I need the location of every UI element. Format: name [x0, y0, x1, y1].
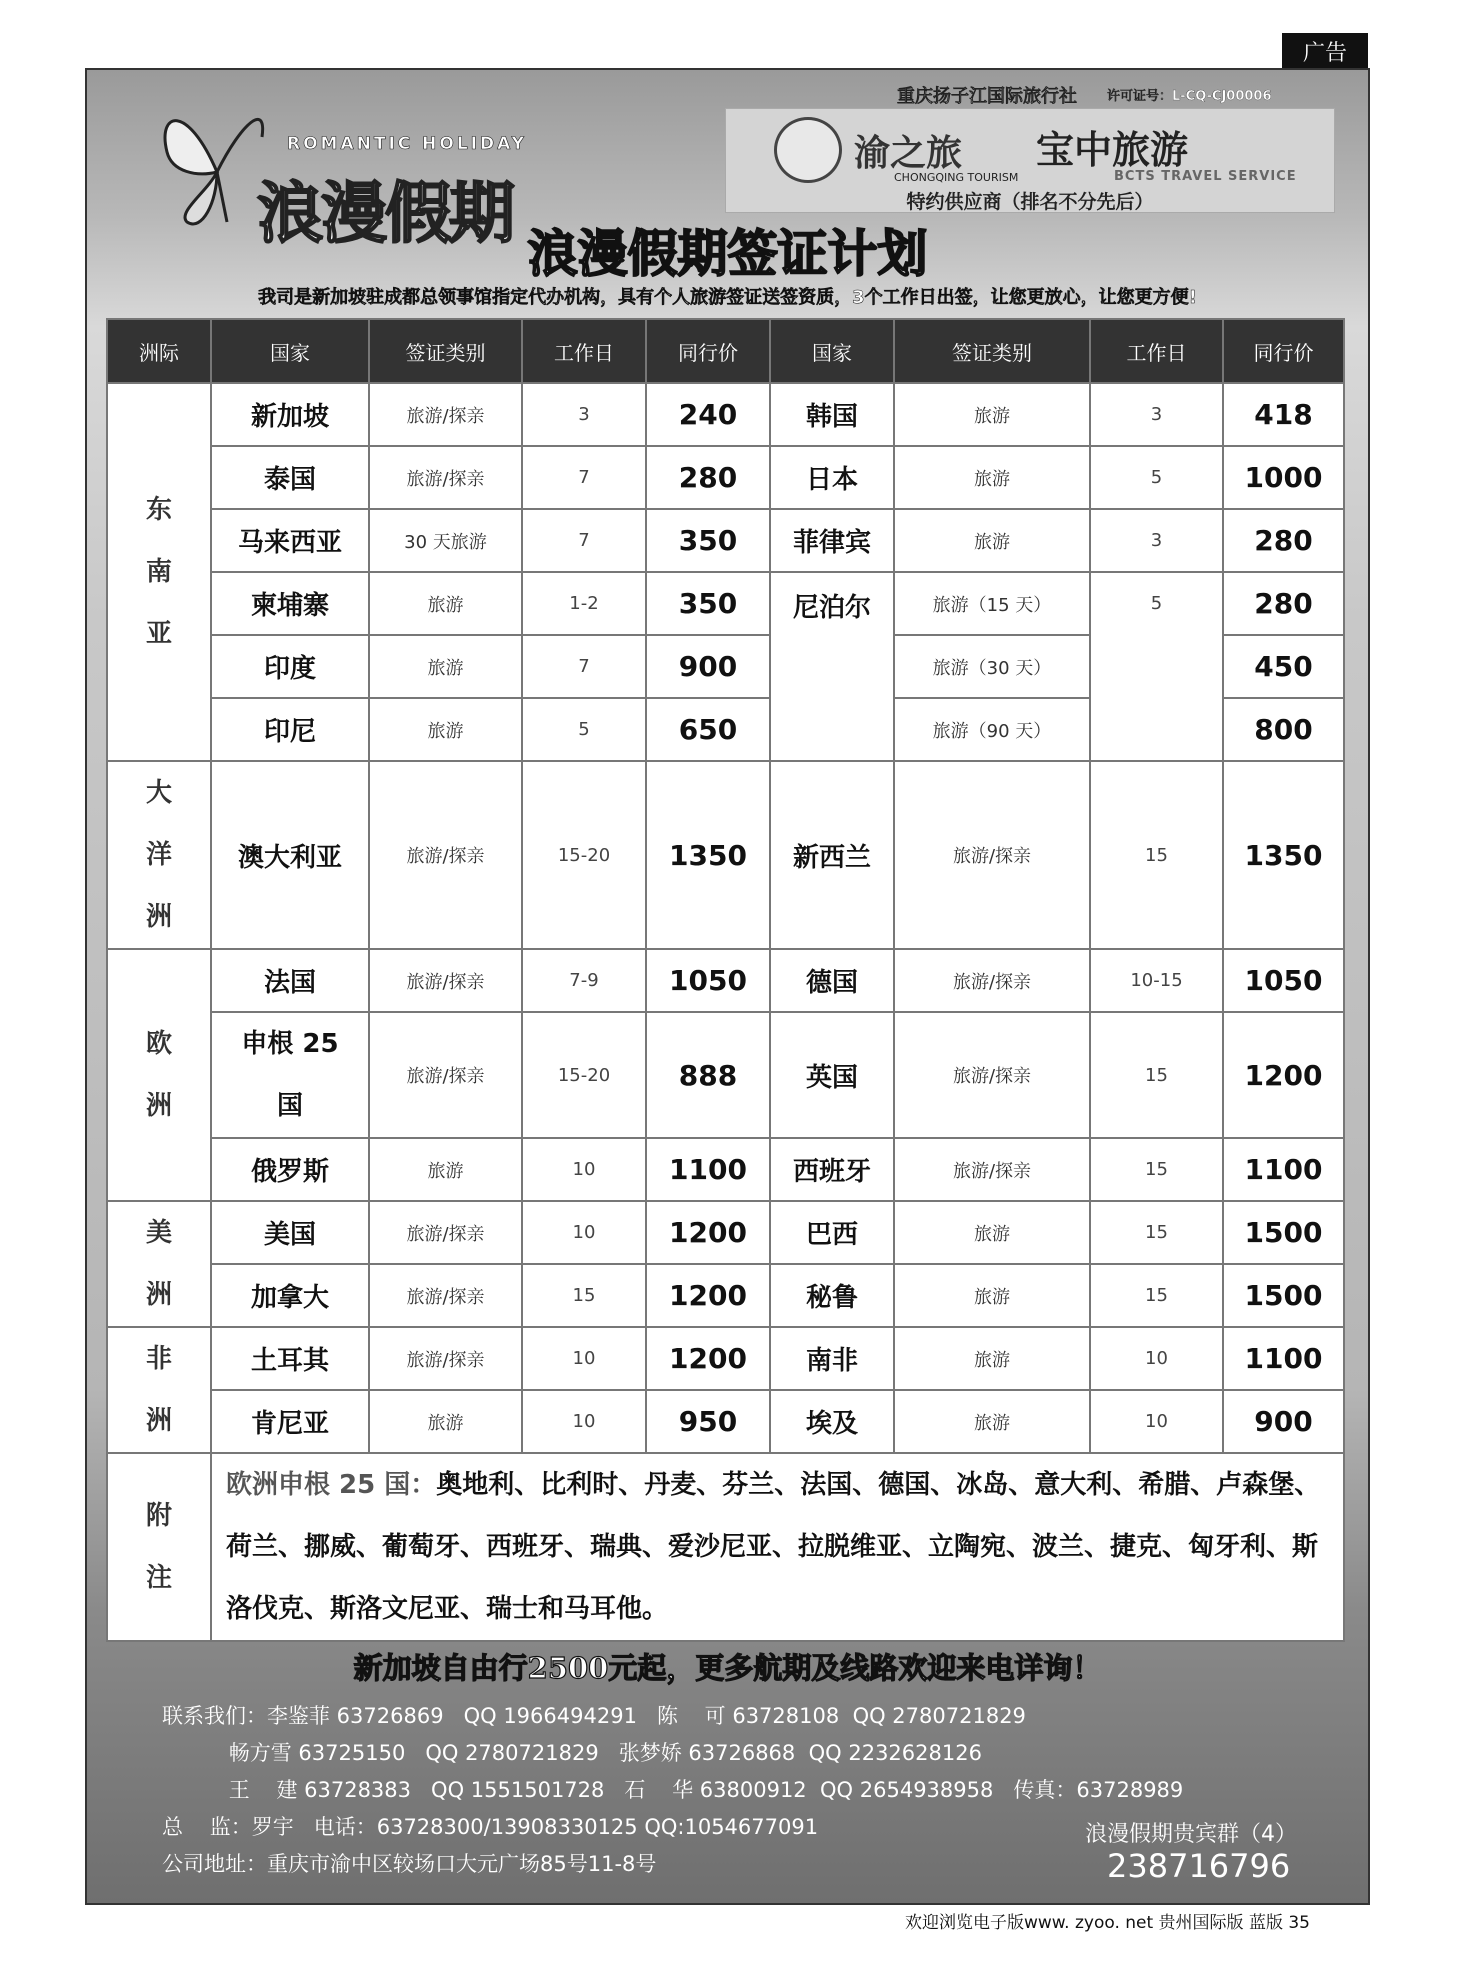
workdays-cell: 10: [522, 1390, 646, 1453]
price-cell: 350: [646, 509, 770, 572]
partner-bz-english: BCTS TRAVEL SERVICE: [1114, 169, 1297, 184]
table-row: [107, 761, 1344, 949]
visa-type-cell: 旅游/探亲: [894, 761, 1090, 949]
country-cell: 南非: [770, 1327, 894, 1390]
price-cell: 1050: [646, 949, 770, 1012]
visa-type-cell: 旅游/探亲: [369, 761, 522, 949]
price-cell: 1500: [1223, 1201, 1344, 1264]
visa-type-cell: 旅游（30 天）: [894, 635, 1090, 698]
workdays-cell: 10-15: [1090, 949, 1223, 1012]
vip-group-label: 浪漫假期贵宾群（4）: [1085, 1822, 1297, 1847]
visa-type-cell: 旅游: [894, 446, 1090, 509]
country-cell: 韩国: [770, 383, 894, 446]
visa-type-cell: 旅游/探亲: [369, 446, 522, 509]
country-cell-nepal: 尼泊尔: [770, 572, 894, 761]
country-cell: 西班牙: [770, 1138, 894, 1201]
country-cell: 泰国: [211, 446, 369, 509]
price-cell: 900: [1223, 1390, 1344, 1453]
workdays-cell: 10: [1090, 1327, 1223, 1390]
vip-group-number: 238716796: [1107, 1847, 1291, 1885]
header-region: 洲际: [107, 319, 211, 383]
visa-table: [106, 318, 1345, 1642]
price-cell: 1200: [646, 1327, 770, 1390]
country-cell: 新加坡: [211, 383, 369, 446]
partner-caption: 特约供应商（排名不分先后）: [906, 191, 1154, 213]
workdays-cell: 3: [1090, 509, 1223, 572]
visa-type-cell: 旅游/探亲: [369, 1327, 522, 1390]
partner-yu-english: CHONGQING TOURISM: [894, 171, 1019, 184]
agency-name: 重庆扬子江国际旅行社: [897, 86, 1077, 107]
partner-bz-logo: 宝中旅游: [1036, 128, 1189, 172]
country-cell: 印度: [211, 635, 369, 698]
workdays-cell: 7-9: [522, 949, 646, 1012]
contact-line-2: 畅方雪 63725150 QQ 2780721829 张梦娇 63726868 QQ 2232628126: [162, 1741, 982, 1765]
region-europe: 欧洲: [107, 949, 211, 1201]
partner-suppliers: [725, 108, 1335, 213]
visa-type-cell: 30 天旅游: [369, 509, 522, 572]
contact-line-1: 联系我们：李鉴菲 63726869 QQ 1966494291 陈 可 63728108 QQ 2780721829: [162, 1704, 1026, 1728]
price-cell: 1500: [1223, 1264, 1344, 1327]
region-africa: 非洲: [107, 1327, 211, 1453]
visa-type-cell: 旅游: [369, 1390, 522, 1453]
table-row: [107, 1264, 1344, 1327]
price-cell: 280: [1223, 509, 1344, 572]
price-cell: 950: [646, 1390, 770, 1453]
region-america: 美洲: [107, 1201, 211, 1327]
workdays-cell: 10: [1090, 1390, 1223, 1453]
visa-type-cell: 旅游: [369, 698, 522, 761]
visa-type-cell: 旅游（90 天）: [894, 698, 1090, 761]
header-country: 国家: [211, 319, 369, 383]
advertisement-page: [85, 68, 1370, 1905]
workdays-cell: 7: [522, 635, 646, 698]
visa-type-cell: 旅游/探亲: [894, 1012, 1090, 1138]
page-footer: 欢迎浏览电子版www. zyoo. net 贵州国际版 蓝版 35: [905, 1913, 1310, 1933]
workdays-cell: 15-20: [522, 1012, 646, 1138]
address-line: 公司地址：重庆市渝中区较场口大元广场85号11-8号: [162, 1852, 657, 1876]
price-cell: 1100: [1223, 1327, 1344, 1390]
country-cell: 新西兰: [770, 761, 894, 949]
price-cell: 450: [1223, 635, 1344, 698]
price-cell: 1350: [646, 761, 770, 949]
workdays-cell: 3: [522, 383, 646, 446]
header-price: 同行价: [1223, 319, 1344, 383]
country-cell: 马来西亚: [211, 509, 369, 572]
country-cell: 巴西: [770, 1201, 894, 1264]
workdays-cell: 15: [522, 1264, 646, 1327]
country-cell: 肯尼亚: [211, 1390, 369, 1453]
table-row: [107, 509, 1344, 572]
header-workdays: 工作日: [522, 319, 646, 383]
ad-tag: 广告: [1282, 33, 1368, 69]
header-country: 国家: [770, 319, 894, 383]
price-cell: 280: [646, 446, 770, 509]
visa-type-cell: 旅游/探亲: [369, 1012, 522, 1138]
note-row: [107, 1453, 1344, 1641]
country-cell: 加拿大: [211, 1264, 369, 1327]
price-cell: 1100: [646, 1138, 770, 1201]
country-cell: 日本: [770, 446, 894, 509]
price-cell: 240: [646, 383, 770, 446]
visa-type-cell: 旅游: [894, 1390, 1090, 1453]
price-cell: 1200: [646, 1264, 770, 1327]
region-oceania: 大洋洲: [107, 761, 211, 949]
schengen-note-text: 奥地利、比利时、丹麦、芬兰、法国、德国、冰岛、意大利、希腊、卢森堡、荷兰、挪威、葡萄牙、西班牙、瑞典、爱沙尼亚、拉脱维亚、立陶宛、波兰、捷克、匈牙利、斯洛伐克、斯洛文尼亚、瑞士和马耳他。: [226, 1470, 1321, 1624]
partner-emblem-icon: [774, 117, 842, 183]
contact-line-3: 王 建 63728383 QQ 1551501728 石 华 63800912 QQ 2654938958 传真：63728989: [162, 1778, 1184, 1802]
workdays-cell: 15-20: [522, 761, 646, 949]
country-cell-schengen: [211, 1012, 369, 1138]
price-cell: 418: [1223, 383, 1344, 446]
workdays-cell: 7: [522, 446, 646, 509]
country-cell: 秘鲁: [770, 1264, 894, 1327]
region-note: 附注: [107, 1453, 211, 1641]
visa-type-cell: 旅游: [894, 1264, 1090, 1327]
country-cell: 印尼: [211, 698, 369, 761]
table-row: [107, 949, 1344, 1012]
workdays-cell: 15: [1090, 1201, 1223, 1264]
table-row: [107, 1012, 1344, 1138]
visa-type-cell: 旅游: [369, 635, 522, 698]
workdays-cell: 15: [1090, 1012, 1223, 1138]
table-row: [107, 1327, 1344, 1390]
visa-type-cell: 旅游: [894, 509, 1090, 572]
workdays-cell: 1-2: [522, 572, 646, 635]
visa-type-cell: 旅游/探亲: [369, 383, 522, 446]
visa-type-cell: 旅游/探亲: [369, 1264, 522, 1327]
price-cell: 888: [646, 1012, 770, 1138]
visa-type-cell: 旅游（15 天）: [894, 572, 1090, 635]
page-subtitle: 我司是新加坡驻成都总领事馆指定代办机构，具有个人旅游签证送签资质，3个工作日出签，让您更放心，让您更方便!: [258, 287, 1197, 308]
workdays-cell: 5: [1090, 446, 1223, 509]
country-cell: 美国: [211, 1201, 369, 1264]
price-cell: 900: [646, 635, 770, 698]
table-row: [107, 446, 1344, 509]
director-line: 总 监：罗宇 电话：63728300/13908330125 QQ:1054677091: [162, 1815, 819, 1839]
visa-type-cell: 旅游/探亲: [894, 949, 1090, 1012]
workdays-cell: 5: [1090, 572, 1223, 761]
workdays-cell: 10: [522, 1138, 646, 1201]
table-row: [107, 1138, 1344, 1201]
workdays-cell: 15: [1090, 761, 1223, 949]
workdays-cell: 10: [522, 1201, 646, 1264]
header-workdays: 工作日: [1090, 319, 1223, 383]
schengen-line1: 申根 25: [241, 1029, 339, 1059]
logo-chinese: 浪漫假期: [257, 174, 513, 252]
price-cell: 1200: [646, 1201, 770, 1264]
workdays-cell: 15: [1090, 1264, 1223, 1327]
price-cell: 1350: [1223, 761, 1344, 949]
workdays-cell: 15: [1090, 1138, 1223, 1201]
country-cell: 法国: [211, 949, 369, 1012]
promo-banner: 新加坡自由行2500元起，更多航期及线路欢迎来电详询！: [353, 1651, 1102, 1685]
country-cell: 柬埔寨: [211, 572, 369, 635]
header-visa-type: 签证类别: [369, 319, 522, 383]
country-cell: 德国: [770, 949, 894, 1012]
workdays-cell: 7: [522, 509, 646, 572]
country-cell: 澳大利亚: [211, 761, 369, 949]
partner-yu-logo: 渝之旅: [854, 133, 963, 174]
logo-english: ROMANTIC HOLIDAY: [287, 134, 527, 154]
country-cell: 土耳其: [211, 1327, 369, 1390]
country-cell: 俄罗斯: [211, 1138, 369, 1201]
price-cell: 1050: [1223, 949, 1344, 1012]
table-row: [107, 1201, 1344, 1264]
visa-type-cell: 旅游: [894, 1201, 1090, 1264]
price-cell: 1100: [1223, 1138, 1344, 1201]
schengen-note: [211, 1453, 1344, 1641]
license-number: 许可证号：L-CQ-CJ00006: [1107, 89, 1272, 104]
visa-type-cell: 旅游: [894, 1327, 1090, 1390]
region-sea: 东南亚: [107, 383, 211, 761]
country-cell: 英国: [770, 1012, 894, 1138]
schengen-line2: 国: [276, 1091, 303, 1121]
header-visa-type: 签证类别: [894, 319, 1090, 383]
visa-type-cell: 旅游: [369, 572, 522, 635]
price-cell: 350: [646, 572, 770, 635]
table-row: [107, 383, 1344, 446]
schengen-note-label: 欧洲申根 25 国：: [226, 1470, 437, 1500]
workdays-cell: 3: [1090, 383, 1223, 446]
workdays-cell: 10: [522, 1327, 646, 1390]
visa-type-cell: 旅游: [369, 1138, 522, 1201]
table-row: [107, 1390, 1344, 1453]
table-header-row: [107, 319, 1344, 383]
price-cell: 800: [1223, 698, 1344, 761]
header-price: 同行价: [646, 319, 770, 383]
workdays-cell: 5: [522, 698, 646, 761]
country-cell: 埃及: [770, 1390, 894, 1453]
country-cell: 菲律宾: [770, 509, 894, 572]
table-row: [107, 572, 1344, 635]
price-cell: 1000: [1223, 446, 1344, 509]
visa-type-cell: 旅游: [894, 383, 1090, 446]
visa-type-cell: 旅游/探亲: [369, 949, 522, 1012]
price-cell: 1200: [1223, 1012, 1344, 1138]
page-title: 浪漫假期签证计划: [527, 224, 928, 283]
visa-type-cell: 旅游/探亲: [894, 1138, 1090, 1201]
price-cell: 650: [646, 698, 770, 761]
visa-type-cell: 旅游/探亲: [369, 1201, 522, 1264]
price-cell: 280: [1223, 572, 1344, 635]
